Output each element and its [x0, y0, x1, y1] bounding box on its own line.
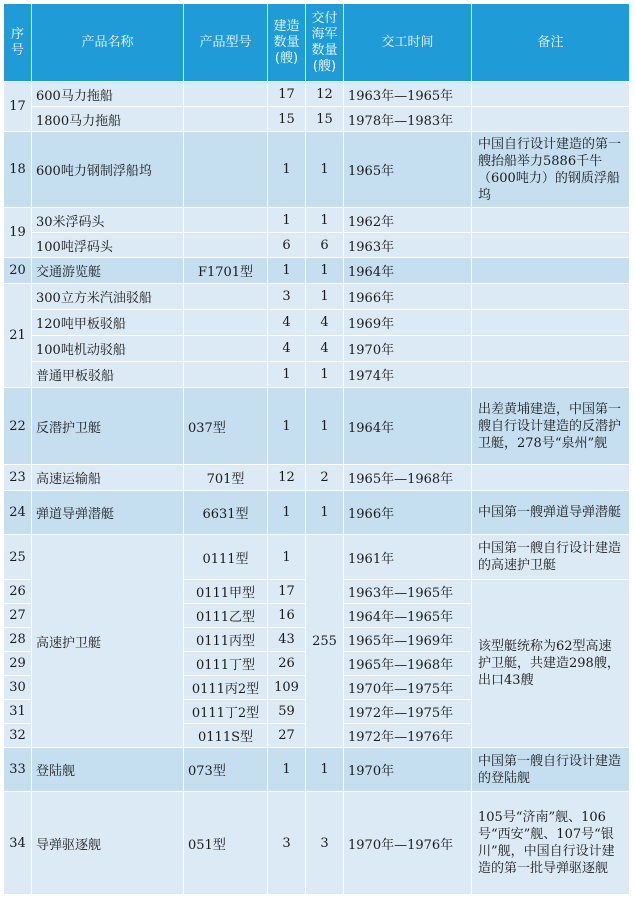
- seq-cell: 32: [4, 724, 32, 748]
- time-cell: 1970年: [344, 748, 472, 792]
- header-remark: 备注: [472, 4, 630, 82]
- remark-cell: [472, 465, 630, 491]
- model-cell: 073型: [184, 748, 268, 792]
- name-cell: 登陆舰: [32, 748, 184, 792]
- seq-cell: 28: [4, 628, 32, 652]
- seq-cell: 34: [4, 792, 32, 895]
- remark-cell: 中国第一艘自行设计建造的高速护卫艇: [472, 535, 630, 580]
- ship-product-table-container: [3, 3, 630, 895]
- name-cell: 100吨浮码头: [32, 233, 184, 258]
- table-row: [4, 465, 630, 491]
- model-cell: F1701型: [184, 258, 268, 284]
- time-cell: 1961年: [344, 535, 472, 580]
- built-cell: 3: [268, 284, 306, 310]
- name-cell: 300立方米汽油驳船: [32, 284, 184, 310]
- built-cell: 1: [268, 258, 306, 284]
- remark-cell: [472, 284, 630, 310]
- time-cell: 1970年: [344, 336, 472, 362]
- model-cell: 6631型: [184, 491, 268, 535]
- time-cell: 1974年: [344, 362, 472, 388]
- seq-cell: 22: [4, 388, 32, 465]
- time-cell: 1965年—1968年: [344, 652, 472, 676]
- built-cell: 1: [268, 535, 306, 580]
- built-cell: 1: [268, 132, 306, 208]
- built-cell: 59: [268, 700, 306, 724]
- model-cell: [184, 208, 268, 233]
- model-cell: 0111丁2型: [184, 700, 268, 724]
- header-time: 交工时间: [344, 4, 472, 82]
- name-cell: 反潜护卫艇: [32, 388, 184, 465]
- time-cell: 1966年: [344, 491, 472, 535]
- seq-cell: 17: [4, 82, 32, 132]
- table-row: [4, 535, 630, 580]
- remark-cell: 出差黄埔建造，中国第一艘自行设计建造的反潜护卫艇，278号“泉州”舰: [472, 388, 630, 465]
- built-cell: 1: [268, 491, 306, 535]
- built-cell: 1: [268, 388, 306, 465]
- remark-cell: 中国第一艘弹道导弹潜艇: [472, 491, 630, 535]
- delivered-cell: 12: [306, 82, 344, 107]
- time-cell: 1965年—1969年: [344, 628, 472, 652]
- time-cell: 1969年: [344, 310, 472, 336]
- model-cell: [184, 336, 268, 362]
- model-cell: [184, 233, 268, 258]
- delivered-cell: 6: [306, 233, 344, 258]
- seq-cell: 24: [4, 491, 32, 535]
- header-row: [4, 4, 630, 82]
- model-cell: [184, 107, 268, 132]
- built-cell: 15: [268, 107, 306, 132]
- delivered-cell: 1: [306, 748, 344, 792]
- seq-cell: 30: [4, 676, 32, 700]
- remark-cell: [472, 310, 630, 336]
- header-name: 产品名称: [32, 4, 184, 82]
- seq-cell: 21: [4, 284, 32, 388]
- ship-product-table: [3, 3, 630, 895]
- time-cell: 1966年: [344, 284, 472, 310]
- name-cell: 导弹驱逐舰: [32, 792, 184, 895]
- model-cell: 0111丙型: [184, 628, 268, 652]
- delivered-cell: 3: [306, 792, 344, 895]
- time-cell: 1970年—1975年: [344, 676, 472, 700]
- table-row: [4, 362, 630, 388]
- remark-cell: [472, 362, 630, 388]
- time-cell: 1964年—1965年: [344, 604, 472, 628]
- model-cell: 0111丁型: [184, 652, 268, 676]
- delivered-cell: 4: [306, 310, 344, 336]
- remark-cell: 中国第一艘自行设计建造的登陆舰: [472, 748, 630, 792]
- seq-cell: 18: [4, 132, 32, 208]
- built-cell: 17: [268, 580, 306, 604]
- seq-cell: 29: [4, 652, 32, 676]
- model-cell: 0111S型: [184, 724, 268, 748]
- delivered-cell: 1: [306, 388, 344, 465]
- built-cell: 6: [268, 233, 306, 258]
- built-cell: 17: [268, 82, 306, 107]
- name-cell: 高速护卫艇: [32, 535, 184, 748]
- time-cell: 1970年—1976年: [344, 792, 472, 895]
- built-cell: 43: [268, 628, 306, 652]
- model-cell: [184, 132, 268, 208]
- delivered-cell: 1: [306, 132, 344, 208]
- built-cell: 4: [268, 310, 306, 336]
- name-cell: 交通游览艇: [32, 258, 184, 284]
- model-cell: 0111型: [184, 535, 268, 580]
- table-row: [4, 233, 630, 258]
- model-cell: 701型: [184, 465, 268, 491]
- model-cell: [184, 310, 268, 336]
- built-cell: 16: [268, 604, 306, 628]
- remark-cell: [472, 258, 630, 284]
- name-cell: 弹道导弹潜艇: [32, 491, 184, 535]
- model-cell: [184, 284, 268, 310]
- table-row: [4, 491, 630, 535]
- remark-cell: [472, 107, 630, 132]
- table-row: [4, 284, 630, 310]
- header-model: 产品型号: [184, 4, 268, 82]
- seq-cell: 26: [4, 580, 32, 604]
- header-delivered: 交付海军数量(艘): [306, 4, 344, 82]
- seq-cell: 19: [4, 208, 32, 258]
- time-cell: 1972年—1976年: [344, 724, 472, 748]
- remark-cell: 105号“济南”舰、106号“西安”舰、107号“银川”舰，中国自行设计建造的第一批导弹驱逐舰: [472, 792, 630, 895]
- header-seq: 序号: [4, 4, 32, 82]
- model-cell: 0111丙2型: [184, 676, 268, 700]
- built-cell: 1: [268, 208, 306, 233]
- time-cell: 1964年: [344, 258, 472, 284]
- time-cell: 1965年—1968年: [344, 465, 472, 491]
- model-cell: 0111乙型: [184, 604, 268, 628]
- time-cell: 1963年—1965年: [344, 82, 472, 107]
- time-cell: 1963年: [344, 233, 472, 258]
- table-row: [4, 107, 630, 132]
- seq-cell: 23: [4, 465, 32, 491]
- time-cell: 1964年: [344, 388, 472, 465]
- table-row: [4, 336, 630, 362]
- table-row: [4, 310, 630, 336]
- time-cell: 1965年: [344, 132, 472, 208]
- name-cell: 1800马力拖船: [32, 107, 184, 132]
- built-cell: 1: [268, 748, 306, 792]
- delivered-cell: 1: [306, 208, 344, 233]
- remark-cell: 中国自行设计建造的第一艘抬船举力5886千牛（600吨力）的钢质浮船坞: [472, 132, 630, 208]
- header-built: 建造数量(艘): [268, 4, 306, 82]
- table-row: [4, 748, 630, 792]
- delivered-cell: 1: [306, 284, 344, 310]
- built-cell: 109: [268, 676, 306, 700]
- seq-cell: 27: [4, 604, 32, 628]
- built-cell: 12: [268, 465, 306, 491]
- table-row: [4, 792, 630, 895]
- seq-cell: 20: [4, 258, 32, 284]
- name-cell: 普通甲板驳船: [32, 362, 184, 388]
- built-cell: 1: [268, 362, 306, 388]
- seq-cell: 25: [4, 535, 32, 580]
- delivered-cell: 2: [306, 465, 344, 491]
- remark-cell: 该型艇统称为62型高速护卫艇，共建造298艘，出口43艘: [472, 580, 630, 748]
- delivered-cell: 1: [306, 362, 344, 388]
- seq-cell: 33: [4, 748, 32, 792]
- table-row: [4, 258, 630, 284]
- model-cell: [184, 362, 268, 388]
- time-cell: 1962年: [344, 208, 472, 233]
- built-cell: 27: [268, 724, 306, 748]
- name-cell: 高速运输船: [32, 465, 184, 491]
- built-cell: 3: [268, 792, 306, 895]
- model-cell: [184, 82, 268, 107]
- delivered-cell: 4: [306, 336, 344, 362]
- seq-cell: 31: [4, 700, 32, 724]
- name-cell: 600吨力钢制浮船坞: [32, 132, 184, 208]
- name-cell: 600马力拖船: [32, 82, 184, 107]
- table-row: [4, 132, 630, 208]
- remark-cell: [472, 208, 630, 233]
- time-cell: 1978年—1983年: [344, 107, 472, 132]
- time-cell: 1963年—1965年: [344, 580, 472, 604]
- delivered-cell: 1: [306, 258, 344, 284]
- delivered-cell: 1: [306, 491, 344, 535]
- model-cell: 037型: [184, 388, 268, 465]
- model-cell: 0111甲型: [184, 580, 268, 604]
- table-row: [4, 208, 630, 233]
- time-cell: 1972年—1975年: [344, 700, 472, 724]
- remark-cell: [472, 336, 630, 362]
- built-cell: 26: [268, 652, 306, 676]
- table-row: [4, 388, 630, 465]
- name-cell: 120吨甲板驳船: [32, 310, 184, 336]
- delivered-cell: 15: [306, 107, 344, 132]
- remark-cell: [472, 82, 630, 107]
- name-cell: 30米浮码头: [32, 208, 184, 233]
- model-cell: 051型: [184, 792, 268, 895]
- remark-cell: [472, 233, 630, 258]
- delivered-cell: 255: [306, 535, 344, 748]
- table-row: [4, 82, 630, 107]
- built-cell: 4: [268, 336, 306, 362]
- name-cell: 100吨机动驳船: [32, 336, 184, 362]
